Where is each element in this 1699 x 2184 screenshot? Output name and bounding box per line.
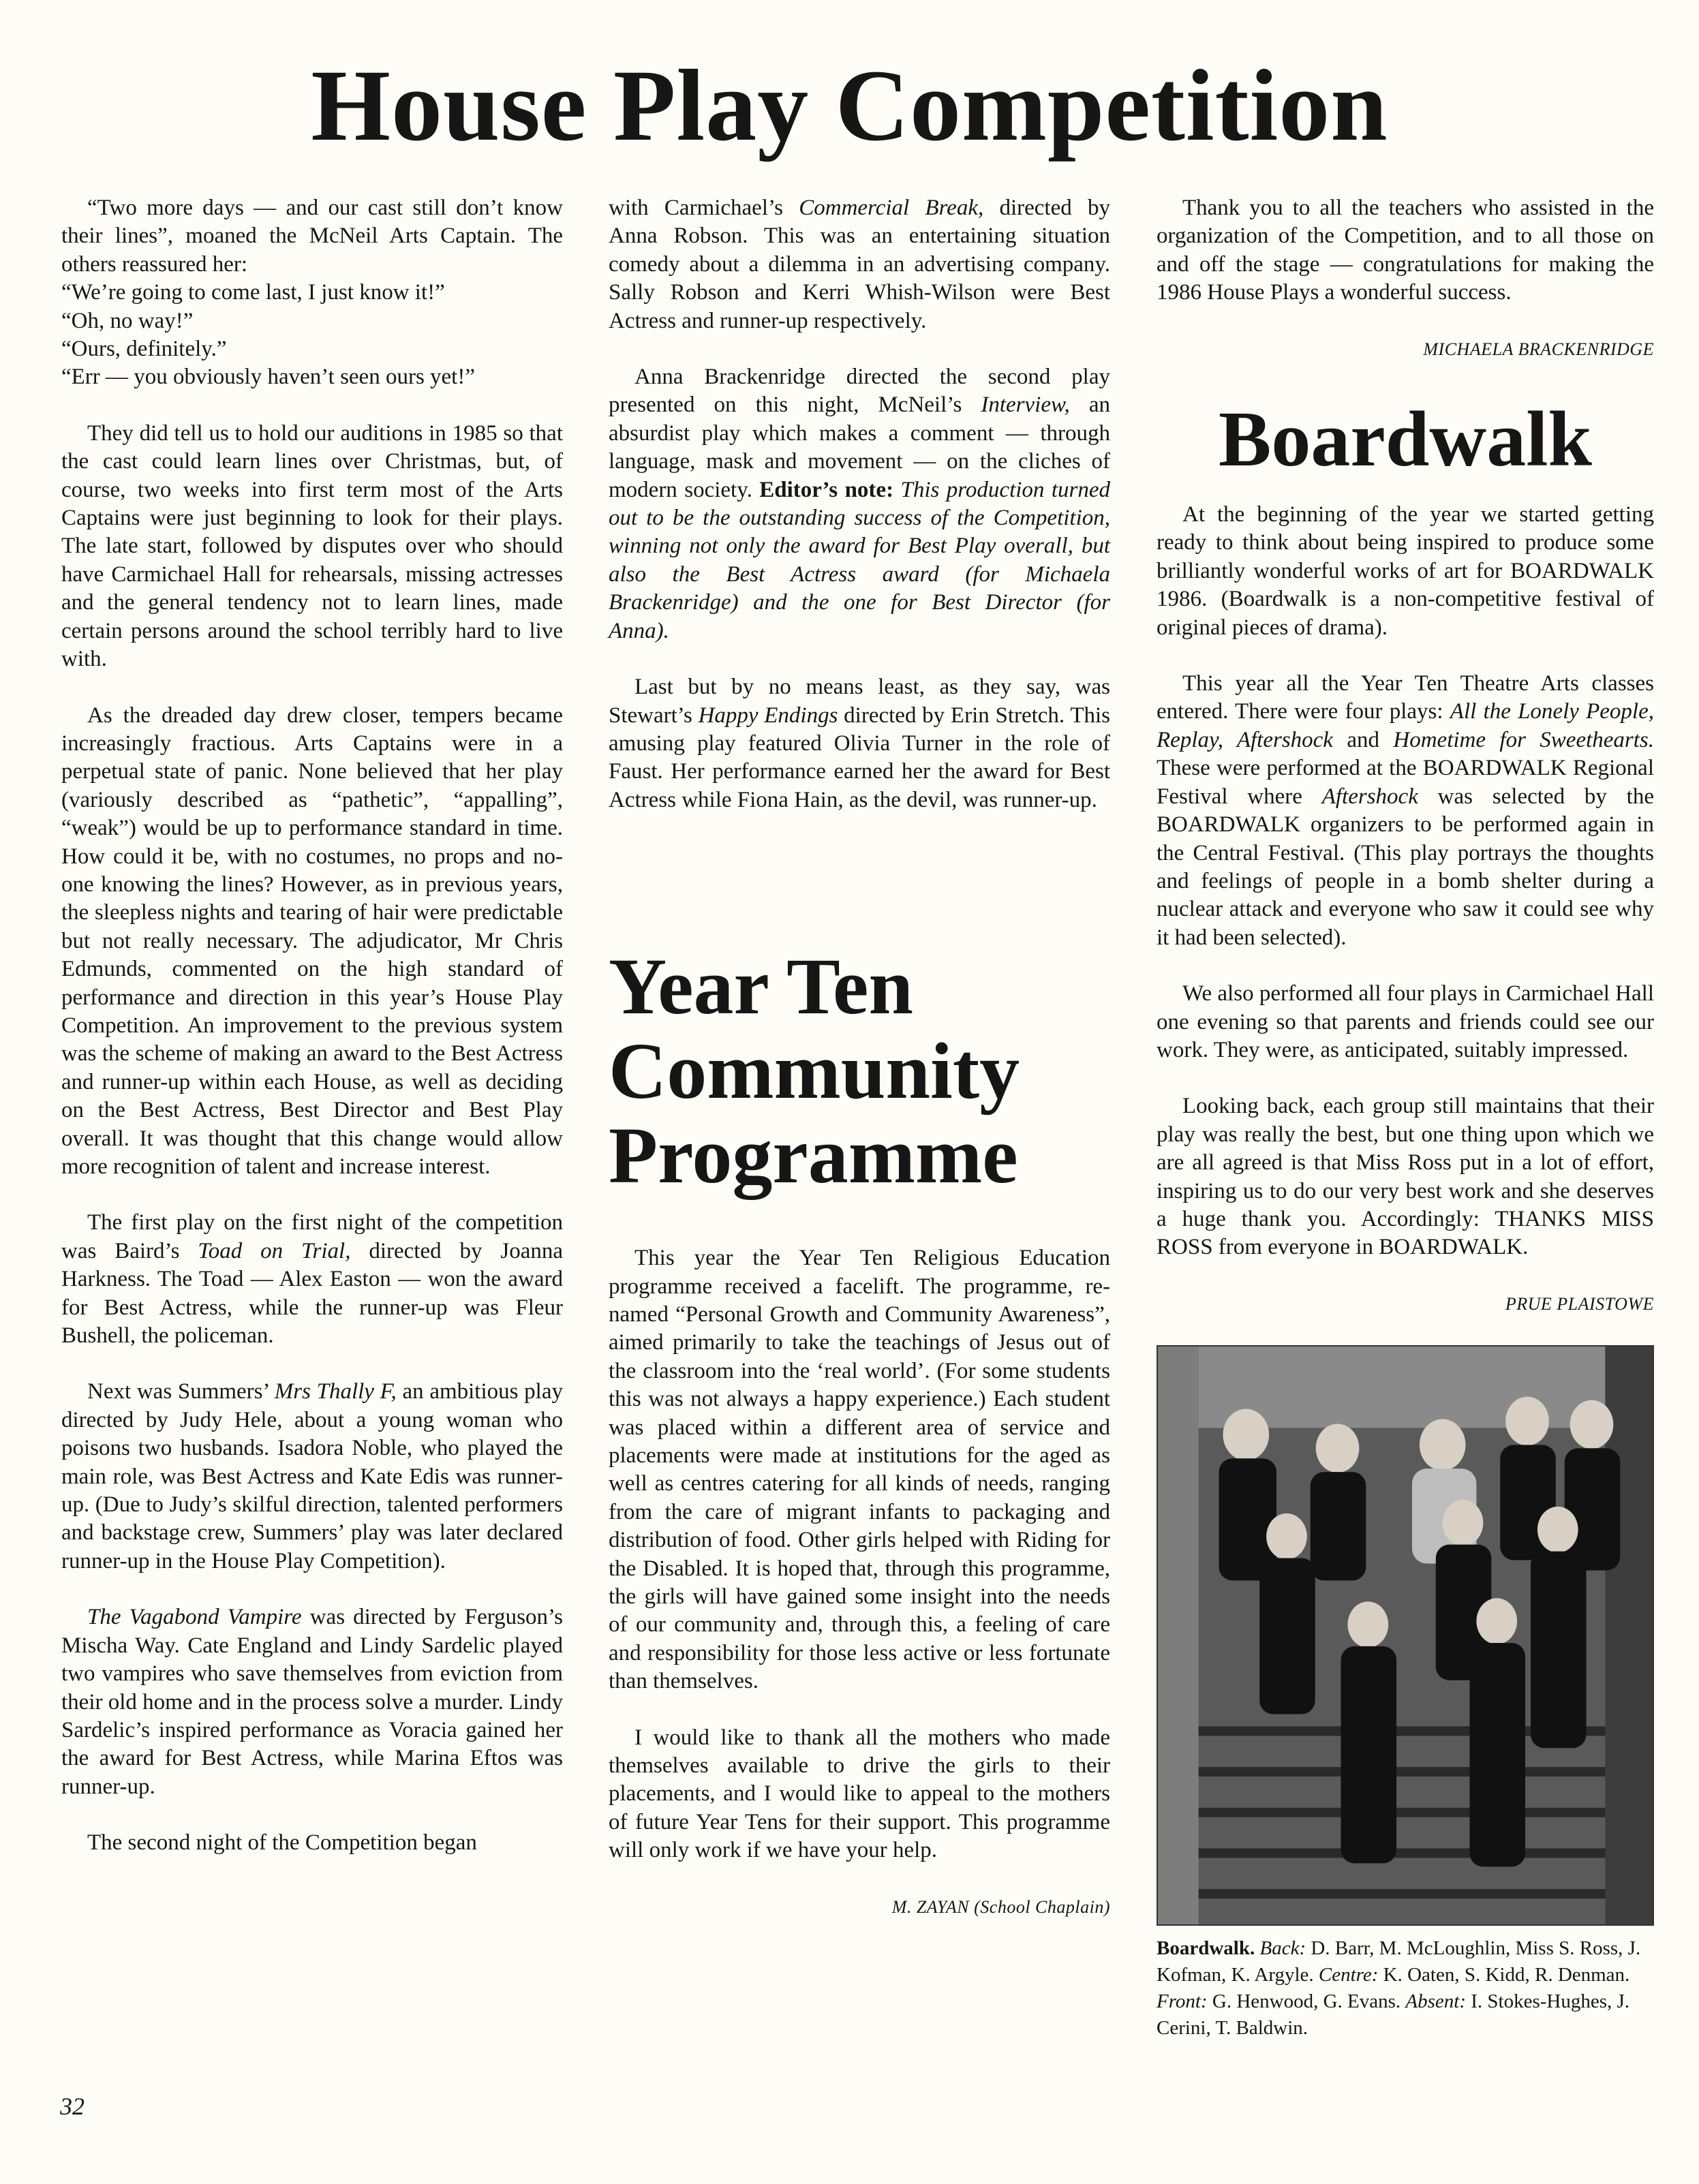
caption-names: K. Oaten, S. Kidd, R. Denman.: [1378, 1964, 1630, 1986]
intro-line: “We’re going to come last, I just know it!”: [61, 280, 445, 305]
paragraph-carmichael-hall: We also performed all four plays in Carmichael Hall one evening so that parents and friends could see our work. They were, as anticipated, suitably impressed.: [1157, 981, 1654, 1062]
paragraph-happy-endings: [609, 673, 1110, 814]
paragraph-commercial-break: [609, 194, 1110, 335]
paragraph-year-ten-intro: This year the Year Ten Religious Education programme received a facelift. The programme, re-named “Personal Growth and Community Awareness”, aimed primarily to take the teachings of Jesus out of the classroom into the ‘real world’. (For some students this was not always a happy experience.) Each student was placed within a different area of service and placements were made at institutions for the aged as well as centres catering for all kinds of needs, ranging from the care of migrant infants to packaging and distribution of food. Other girls helped with Riding for the Disabled. It is hoped that, through this programme, the girls will have gained some insight into the needs of our community and, through this, a feeling of care and responsibility for those less active or less fortunate than themselves.: [609, 1246, 1110, 1694]
page-title: House Play Competition: [311, 49, 1388, 162]
column-2: [609, 194, 1110, 1948]
paragraph-second-night: The second night of the Competition began: [87, 1830, 477, 1856]
intro-line: “Two more days — and our cast still don’t know their lines”, moaned the McNeil Arts Captain. The others reassured her:: [61, 196, 563, 277]
boardwalk-group-photo: [1157, 1345, 1654, 1926]
paragraph-next-play: [61, 1378, 563, 1575]
byline-plaistowe: PRUE PLAISTOWE: [1505, 1293, 1654, 1314]
play-title: Happy Endings: [698, 703, 838, 728]
text-run: directed by Joanna Harkness. The Toad — Alex Easton — won the award for Best Actress, while the runner-up was Fleur Bushell, the policeman.: [61, 1238, 563, 1349]
editor-note-label: Editor’s note:: [759, 477, 894, 502]
intro-line: “Oh, no way!”: [61, 308, 194, 333]
paragraph-auditions: They did tell us to hold our auditions in 1985 so that the cast could learn lines over Christmas, but, of course, two weeks into first term most of the Arts Captains were just beginning to look for their plays. The late start, followed by disputes over who should have Carmichael Hall for rehearsals, missing actresses and the general tendency not to learn lines, made certain persons around the school terribly hard to live with.: [61, 420, 563, 672]
play-title: Interview,: [981, 393, 1070, 418]
text-run: an absurdist play which makes a comment — through language, mask and movement — on the cliches of modern society.: [609, 393, 1110, 502]
page-number: 32: [60, 2093, 85, 2120]
text-run: directed by Anna Robson. This was an entertaining situation comedy about a dilemma in an advertising company. Sally Robson and Kerri Whish-Wilson were Best Actress and runner-up respectively.: [609, 196, 1110, 333]
photo-caption: [1157, 1935, 1654, 2042]
text-run: an ambitious play directed by Judy Hele, about a young woman who poisons two husbands. Isadora Noble, who played the main role, was Best Actress and Kate Edis was runner-up. (Due to Judy’s skilful direction, talented performers and backstage crew, Summers’ play was later declared runner-up in the House Play Competition).: [61, 1379, 563, 1573]
title-line: Year Ten: [609, 942, 913, 1032]
text-run: Anna Brackenridge directed the second play presented on this night, McNeil’s: [609, 365, 1110, 418]
paragraph-boardwalk-plays: [1157, 670, 1654, 952]
play-title: Aftershock: [1321, 784, 1418, 809]
boardwalk-title: Boardwalk: [1219, 396, 1592, 484]
caption-row-label: Back:: [1259, 1937, 1306, 1960]
paragraph-boardwalk-intro: At the beginning of the year we started getting ready to think about being inspired to produce some brilliantly wonderful works of art for BOARDWALK 1986. (Boardwalk is a non-competitive festival of original pieces of drama).: [1157, 502, 1654, 640]
year-ten-title: [609, 942, 1110, 1201]
caption-names: I. Stokes-Hughes, J. Cerini, T. Baldwin.: [1157, 1990, 1630, 2040]
play-title: Toad on Trial,: [198, 1238, 351, 1263]
text-run: These were performed at the BOARDWALK Regional Festival where: [1157, 756, 1654, 809]
play-title: Commercial Break,: [799, 196, 984, 220]
byline-brackenridge: MICHAELA BRACKENRIDGE: [1423, 339, 1654, 359]
caption-names: D. Barr, M. McLoughlin, Miss S. Ross, J. Kofman, K. Argyle.: [1157, 1937, 1641, 1986]
paragraph-thanks-teachers: Thank you to all the teachers who assisted in the organization of the Competition, and to all those on and off the stage — congratulations for making the 1986 House Plays a wonderful success.: [1157, 196, 1654, 305]
intro-dialogue: [61, 194, 563, 392]
text-run: and: [1332, 727, 1394, 752]
paragraph-first-play: [61, 1209, 563, 1350]
play-title: All the Lonely People, Replay, Aftershock: [1157, 699, 1654, 752]
caption-names: G. Henwood, G. Evans.: [1207, 1990, 1406, 2013]
play-title: Mrs Thally F,: [274, 1379, 397, 1404]
paragraph-dreaded-day: As the dreaded day drew closer, tempers became increasingly fractious. Arts Captains were in a perpetual state of panic. None believed that her play (variously described as “pathetic”, “appalling”, “weak”) would be up to performance standard in time. How could it be, with no costumes, no props and no-one knowing the lines? However, as in previous years, the sleepless nights and tearing of hair were predictable but not really necessary. The adjudicator, Mr Chris Edmunds, commented on the high standard of performance and direction in this year’s House Play Competition. An improvement to the previous system was the scheme of making an award to the Best Actress and runner-up within each House, as well as deciding on the Best Actress, Best Director and Best Play overall. It was thought that this change would allow more recognition of talent and increase interest.: [61, 703, 563, 1179]
intro-line: “Err — you obviously haven’t seen ours yet!”: [61, 365, 475, 390]
text-run: This year all the Year Ten Theatre Arts classes entered. There were four plays:: [1157, 671, 1654, 724]
column-3: [1157, 194, 1654, 2042]
title-line: Programme: [609, 1111, 1018, 1201]
paragraph-looking-back: Looking back, each group still maintains that their play was really the best, but one thing upon which we are all agreed is that Miss Ross put in a lot of effort, inspiring us to do our very best work and she deserves a huge thank you. Accordingly: THANKS MISS ROSS from everyone in BOARDWALK.: [1157, 1094, 1654, 1260]
intro-line: “Ours, definitely.”: [61, 337, 227, 362]
caption-row-label: Front:: [1157, 1990, 1208, 2013]
text-run: Last but by no means least, as they say, was Stewart’s: [609, 675, 1110, 728]
play-title: The Vagabond Vampire: [87, 1605, 302, 1630]
editor-note: This production turned out to be the outstanding success of the Competition, winning not only the award for Best Play overall, but also the Best Actress award (for Michaela Brackenridge) and the one for Best Director (for Anna).: [609, 477, 1110, 643]
column-1: [61, 194, 563, 1886]
text-run: was directed by Ferguson’s Mischa Way. Cate England and Lindy Sardelic played two vampires who save themselves from eviction from their old home and in the process solve a murder. Lindy Sardelic’s inspired performance as Voracia gained her the award for Best Actress, while Marina Eftos was runner-up.: [61, 1605, 563, 1799]
text-run: The first play on the first night of the competition was Baird’s: [61, 1210, 563, 1263]
text-run: Next was Summers’: [87, 1379, 275, 1404]
paragraph-vagabond-vampire: [61, 1603, 563, 1801]
photo-illustration: [1158, 1347, 1653, 1924]
caption-row-label: Centre:: [1318, 1964, 1379, 1986]
caption-row-label: Absent:: [1405, 1990, 1466, 2013]
title-line: Community: [609, 1026, 1020, 1116]
byline-zayan: M. ZAYAN (School Chaplain): [891, 1896, 1110, 1917]
paragraph-interview: [609, 363, 1110, 645]
play-title: Hometime for Sweethearts.: [1393, 727, 1655, 752]
text-run: directed by Erin Stretch. This amusing play featured Olivia Turner in the role of Faust. Her performance earned her the award for Best Actress while Fiona Hain, as the devil, was runner-up.: [609, 703, 1110, 812]
text-run: with Carmichael’s: [609, 196, 799, 220]
paragraph-year-ten-thanks: I would like to thank all the mothers who made themselves available to drive the girls to their placements, and I would like to appeal to the mothers of future Year Tens for their support. This programme will only work if we have your help.: [609, 1725, 1110, 1863]
text-run: was selected by the BOARDWALK organizers to be performed again in the Central Festival. (This play portrays the thoughts and feelings of people in a bomb shelter during a nuclear attack and everyone who saw it could see why it had been selected).: [1157, 784, 1655, 950]
caption-label: Boardwalk.: [1157, 1937, 1255, 1960]
